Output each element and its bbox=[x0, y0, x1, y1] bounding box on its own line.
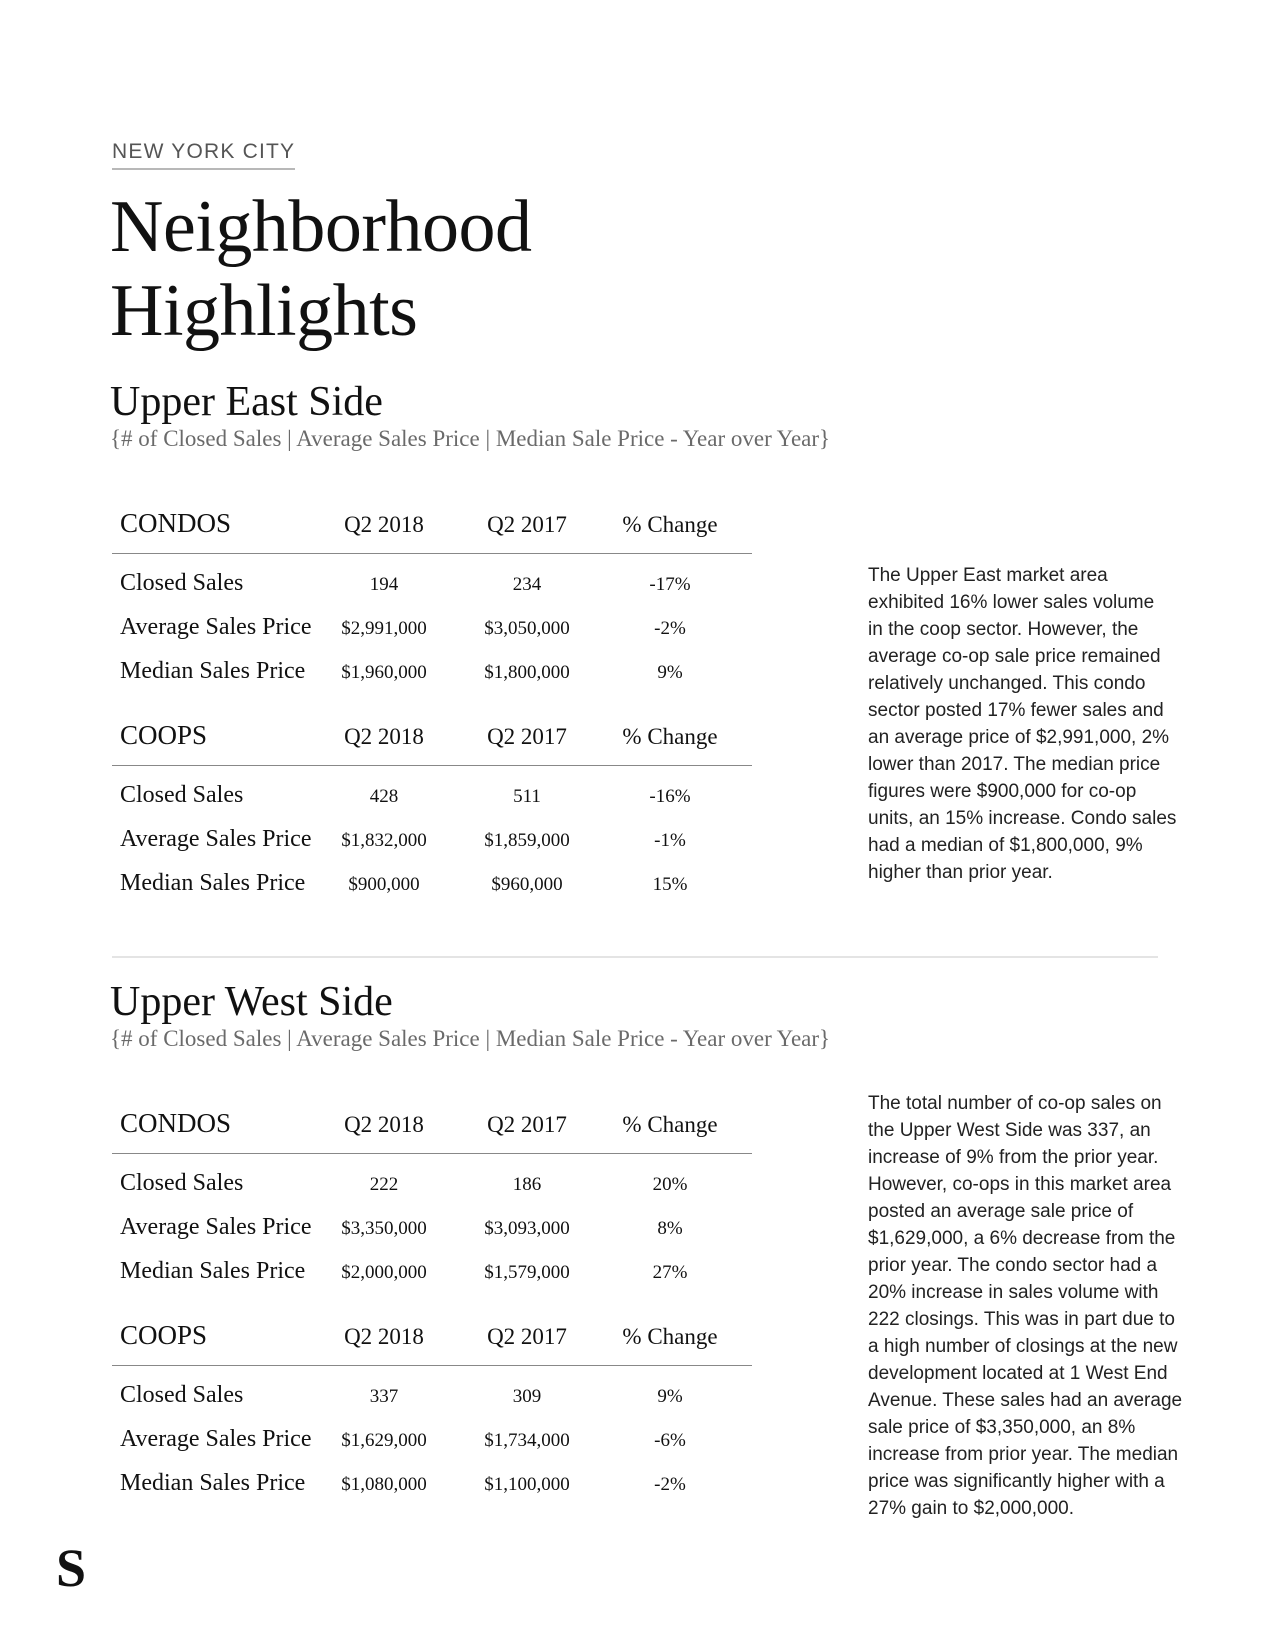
table-row bbox=[112, 1464, 752, 1508]
section-title: Upper East Side bbox=[110, 379, 383, 425]
table-row bbox=[112, 776, 752, 820]
cell-value: -17% bbox=[649, 574, 691, 595]
column-header: % Change bbox=[622, 1324, 718, 1349]
narrative-line: The Upper East market area bbox=[868, 565, 1108, 586]
condos-table bbox=[112, 1096, 752, 1296]
row-label: Closed Sales bbox=[120, 782, 244, 808]
row-label: Average Sales Price bbox=[120, 826, 312, 852]
cell-value: 8% bbox=[657, 1218, 683, 1239]
narrative-line: prior year. The condo sector had a bbox=[868, 1255, 1158, 1276]
cell-value: 428 bbox=[369, 786, 399, 807]
cell-value: $3,050,000 bbox=[484, 618, 570, 639]
column-header: Q2 2017 bbox=[487, 1324, 567, 1349]
row-label: Closed Sales bbox=[120, 1382, 244, 1408]
table-label: CONDOS bbox=[120, 508, 232, 538]
table-row bbox=[112, 1420, 752, 1464]
coops-table bbox=[112, 708, 752, 908]
narrative-line: posted an average sale price of bbox=[868, 1201, 1134, 1222]
table-row bbox=[112, 608, 752, 652]
narrative-line: exhibited 16% lower sales volume bbox=[868, 592, 1155, 613]
page-title-line2: Highlights bbox=[110, 270, 418, 352]
narrative-line: Avenue. These sales had an average bbox=[868, 1390, 1183, 1411]
narrative-line: sector posted 17% fewer sales and bbox=[868, 700, 1164, 721]
table-header bbox=[112, 496, 752, 554]
section-title: Upper West Side bbox=[110, 979, 393, 1025]
cell-value: $1,100,000 bbox=[484, 1474, 570, 1495]
column-header: Q2 2017 bbox=[487, 512, 567, 537]
section-subtitle: {# of Closed Sales | Average Sales Price | Median Sale Price - Year over Year} bbox=[110, 426, 831, 451]
cell-value: 309 bbox=[512, 1386, 542, 1407]
page-title-line1: Neighborhood bbox=[110, 186, 532, 268]
cell-value: $3,093,000 bbox=[484, 1218, 570, 1239]
column-header: Q2 2017 bbox=[487, 1112, 567, 1137]
cell-value: 511 bbox=[513, 786, 541, 807]
table-row bbox=[112, 1252, 752, 1296]
narrative-line: figures were $900,000 for co-op bbox=[868, 781, 1137, 802]
section-divider bbox=[112, 956, 1158, 958]
table-label: COOPS bbox=[120, 1320, 208, 1350]
condos-table bbox=[112, 496, 752, 696]
eyebrow-label: NEW YORK CITY bbox=[112, 140, 295, 170]
page-title bbox=[110, 185, 532, 353]
narrative-line: development located at 1 West End bbox=[868, 1363, 1168, 1384]
cell-value: $960,000 bbox=[491, 874, 563, 895]
column-header: Q2 2018 bbox=[344, 512, 424, 537]
column-header: Q2 2017 bbox=[487, 724, 567, 749]
table-header bbox=[112, 708, 752, 766]
row-label: Closed Sales bbox=[120, 570, 244, 596]
market-narrative bbox=[868, 562, 1198, 886]
narrative-line: a high number of closings at the new bbox=[868, 1336, 1178, 1357]
cell-value: -6% bbox=[654, 1430, 686, 1451]
cell-value: $1,734,000 bbox=[484, 1430, 570, 1451]
table-row bbox=[112, 1376, 752, 1420]
narrative-line: the Upper West Side was 337, an bbox=[868, 1120, 1151, 1141]
cell-value: -16% bbox=[649, 786, 691, 807]
table-row bbox=[112, 864, 752, 908]
table-label: CONDOS bbox=[120, 1108, 232, 1138]
narrative-line: units, an 15% increase. Condo sales bbox=[868, 808, 1177, 829]
cell-value: 186 bbox=[512, 1174, 542, 1195]
cell-value: 9% bbox=[657, 662, 683, 683]
row-label: Average Sales Price bbox=[120, 1214, 312, 1240]
cell-value: $2,000,000 bbox=[341, 1262, 427, 1283]
narrative-line: price was significantly higher with a bbox=[868, 1471, 1165, 1492]
cell-value: $1,800,000 bbox=[484, 662, 570, 683]
row-label: Closed Sales bbox=[120, 1170, 244, 1196]
row-label: Median Sales Price bbox=[120, 658, 306, 684]
row-label: Median Sales Price bbox=[120, 870, 306, 896]
cell-value: $1,859,000 bbox=[484, 830, 570, 851]
table-header bbox=[112, 1096, 752, 1154]
table-label: COOPS bbox=[120, 720, 208, 750]
cell-value: $1,960,000 bbox=[341, 662, 427, 683]
narrative-line: 20% increase in sales volume with bbox=[868, 1282, 1159, 1303]
cell-value: $2,991,000 bbox=[341, 618, 427, 639]
narrative-line: increase from prior year. The median bbox=[868, 1444, 1179, 1465]
cell-value: $1,832,000 bbox=[341, 830, 427, 851]
cell-value: 234 bbox=[512, 574, 542, 595]
table-row bbox=[112, 1208, 752, 1252]
row-label: Average Sales Price bbox=[120, 614, 312, 640]
row-label: Average Sales Price bbox=[120, 1426, 312, 1452]
narrative-line: 222 closings. This was in part due to bbox=[868, 1309, 1175, 1330]
cell-value: $1,579,000 bbox=[484, 1262, 570, 1283]
narrative-line: increase of 9% from the prior year. bbox=[868, 1147, 1159, 1168]
narrative-line: The total number of co-op sales on bbox=[868, 1093, 1162, 1114]
narrative-line: had a median of $1,800,000, 9% bbox=[868, 835, 1143, 856]
cell-value: 20% bbox=[652, 1174, 688, 1195]
narrative-line: $1,629,000, a 6% decrease from the bbox=[868, 1228, 1176, 1249]
table-row bbox=[112, 820, 752, 864]
cell-value: 194 bbox=[369, 574, 399, 595]
row-label: Median Sales Price bbox=[120, 1470, 306, 1496]
column-header: Q2 2018 bbox=[344, 1324, 424, 1349]
table-row bbox=[112, 564, 752, 608]
cell-value: $1,080,000 bbox=[341, 1474, 427, 1495]
column-header: % Change bbox=[622, 512, 718, 537]
cell-value: 9% bbox=[657, 1386, 683, 1407]
cell-value: $1,629,000 bbox=[341, 1430, 427, 1451]
narrative-line: lower than 2017. The median price bbox=[868, 754, 1161, 775]
narrative-line: average co-op sale price remained bbox=[868, 646, 1161, 667]
cell-value: -1% bbox=[654, 830, 686, 851]
table-header bbox=[112, 1308, 752, 1366]
column-header: % Change bbox=[622, 724, 718, 749]
column-header: Q2 2018 bbox=[344, 1112, 424, 1137]
coops-table bbox=[112, 1308, 752, 1508]
column-header: % Change bbox=[622, 1112, 718, 1137]
brand-logo: S bbox=[56, 1538, 87, 1598]
cell-value: 15% bbox=[652, 874, 688, 895]
narrative-line: sale price of $3,350,000, an 8% bbox=[868, 1417, 1136, 1438]
table-row bbox=[112, 652, 752, 696]
narrative-line: higher than prior year. bbox=[868, 862, 1053, 883]
cell-value: 337 bbox=[369, 1386, 399, 1407]
narrative-line: 27% gain to $2,000,000. bbox=[868, 1498, 1075, 1519]
row-label: Median Sales Price bbox=[120, 1258, 306, 1284]
cell-value: $900,000 bbox=[348, 874, 420, 895]
cell-value: -2% bbox=[654, 618, 686, 639]
column-header: Q2 2018 bbox=[344, 724, 424, 749]
cell-value: $3,350,000 bbox=[341, 1218, 427, 1239]
table-row bbox=[112, 1164, 752, 1208]
narrative-line: However, co-ops in this market area bbox=[868, 1174, 1172, 1195]
section-subtitle: {# of Closed Sales | Average Sales Price | Median Sale Price - Year over Year} bbox=[110, 1026, 831, 1051]
cell-value: -2% bbox=[654, 1474, 686, 1495]
narrative-line: an average price of $2,991,000, 2% bbox=[868, 727, 1170, 748]
narrative-line: relatively unchanged. This condo bbox=[868, 673, 1146, 694]
market-narrative bbox=[868, 1090, 1198, 1522]
narrative-line: in the coop sector. However, the bbox=[868, 619, 1139, 640]
cell-value: 27% bbox=[652, 1262, 688, 1283]
cell-value: 222 bbox=[369, 1174, 399, 1195]
